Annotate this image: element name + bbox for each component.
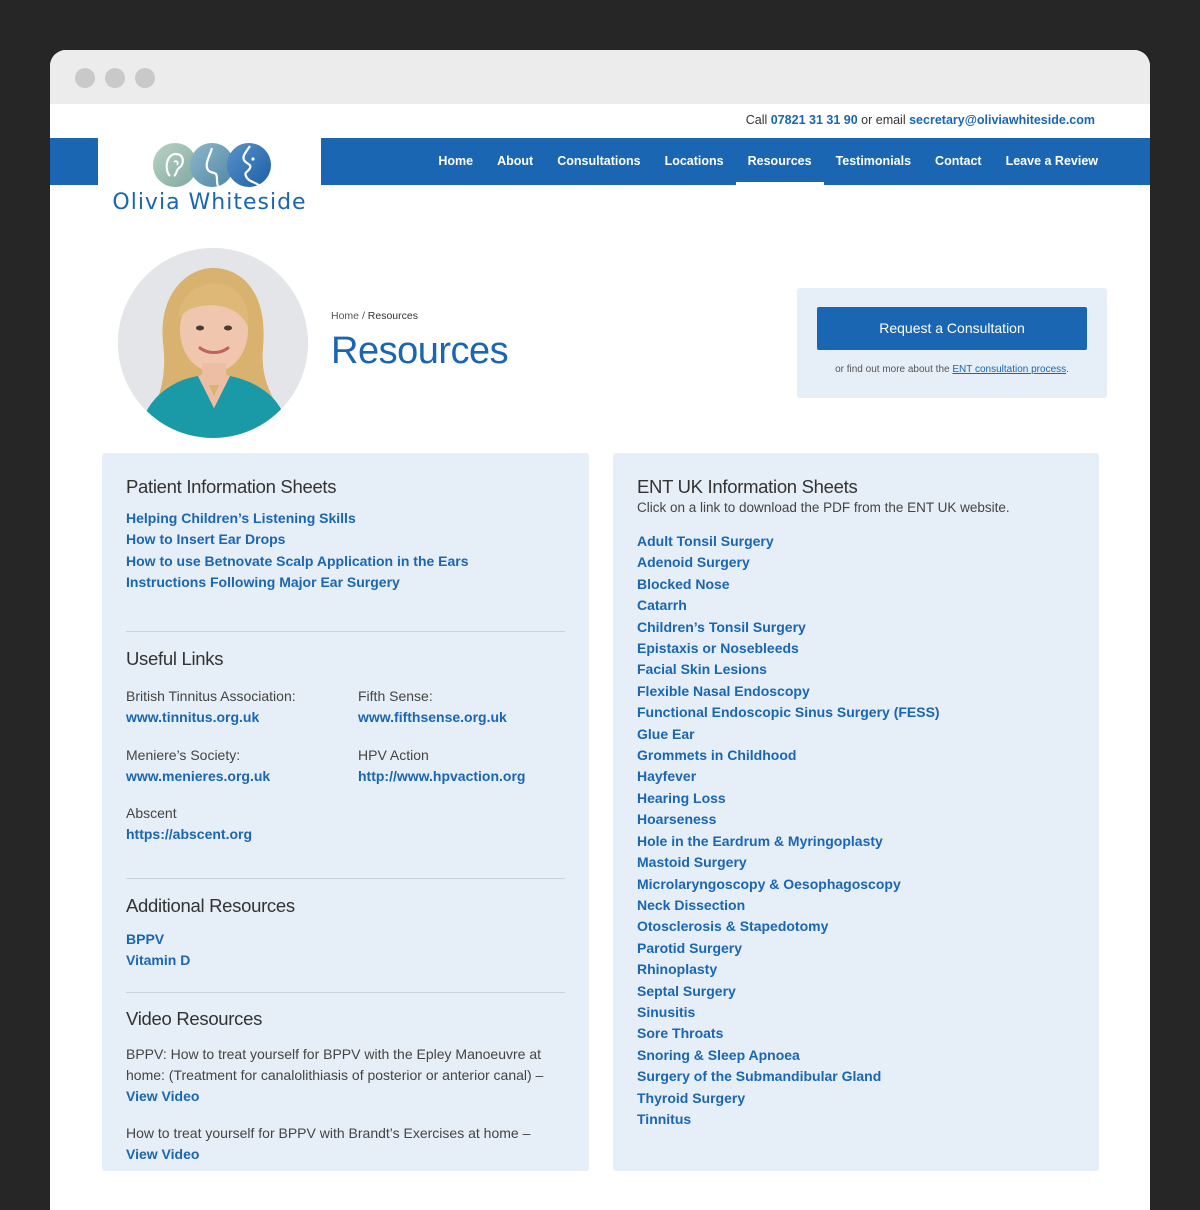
- useful-link-item: [126, 686, 296, 728]
- section-divider: [126, 631, 565, 632]
- site-logo[interactable]: [98, 138, 321, 228]
- portrait-image: [118, 248, 308, 438]
- patient-sheet-link[interactable]: How to use Betnovate Scalp Application in the Ears: [126, 552, 469, 569]
- nav-item-testimonials[interactable]: Testimonials: [835, 154, 912, 168]
- useful-link-url[interactable]: www.menieres.org.uk: [126, 768, 271, 784]
- email-label: or email: [861, 113, 906, 127]
- additional-resource-link[interactable]: Vitamin D: [126, 952, 191, 969]
- nav-item-home[interactable]: Home: [438, 154, 474, 168]
- page-title: Resources: [331, 330, 509, 372]
- additional-resources-section: [126, 895, 565, 972]
- ent-uk-sheet-link[interactable]: Parotid Surgery: [637, 939, 743, 956]
- ent-uk-sheet-link[interactable]: Facial Skin Lesions: [637, 661, 767, 678]
- useful-link-item: [126, 745, 270, 787]
- video-resources-section: [126, 1008, 565, 1165]
- ent-uk-sheet-link[interactable]: Sore Throats: [637, 1025, 724, 1042]
- ent-uk-sheet-link[interactable]: Snoring & Sleep Apnoea: [637, 1046, 800, 1063]
- patient-sheets-title: Patient Information Sheets: [126, 476, 337, 497]
- window-maximize-dot[interactable]: [135, 68, 155, 88]
- useful-link-label: Abscent: [126, 805, 177, 821]
- video-description: BPPV: How to treat yourself for BPPV with the Epley Manoeuvre at home: (Treatment for canalolithiasis of posterior or anterior canal) –: [126, 1046, 544, 1083]
- useful-link-label: HPV Action: [358, 747, 429, 763]
- ent-uk-sheet-link[interactable]: Hoarseness: [637, 811, 717, 828]
- window-close-dot[interactable]: [75, 68, 95, 88]
- window-minimize-dot[interactable]: [105, 68, 125, 88]
- breadcrumb-current: Resources: [367, 310, 418, 322]
- ent-uk-sheet-link[interactable]: Blocked Nose: [637, 575, 730, 592]
- useful-link-url[interactable]: www.fifthsense.org.uk: [358, 709, 507, 725]
- ent-uk-sheet-link[interactable]: Children’s Tonsil Surgery: [637, 618, 806, 635]
- ent-uk-sheet-link[interactable]: Adult Tonsil Surgery: [637, 533, 774, 549]
- nav-item-resources[interactable]: Resources: [736, 138, 824, 185]
- additional-resource-link[interactable]: BPPV: [126, 931, 165, 947]
- ent-uk-sheet-link[interactable]: Epistaxis or Nosebleeds: [637, 640, 799, 657]
- nav-item-consultations[interactable]: Consultations: [557, 154, 641, 168]
- contact-info: [746, 113, 1095, 127]
- patient-sheet-link[interactable]: How to Insert Ear Drops: [126, 531, 286, 548]
- ent-uk-sheet-link[interactable]: Neck Dissection: [637, 896, 746, 913]
- patient-sheets-list: [126, 508, 565, 594]
- video-resources-title: Video Resources: [126, 1008, 263, 1029]
- section-divider: [126, 992, 565, 993]
- ent-uk-link-list: [637, 531, 1075, 1130]
- useful-link-label: Meniere’s Society:: [126, 747, 241, 763]
- patient-sheets-section: [126, 476, 565, 594]
- ent-uk-sheet-link[interactable]: Mastoid Surgery: [637, 854, 747, 871]
- useful-link-url[interactable]: www.tinnitus.org.uk: [126, 709, 260, 725]
- nav-list: [426, 138, 1110, 185]
- call-label: Call: [745, 113, 768, 127]
- video-item: [126, 1044, 565, 1107]
- useful-link-item: [126, 803, 252, 845]
- section-divider: [126, 878, 565, 879]
- nav-item-leave-review[interactable]: Leave a Review: [1005, 154, 1098, 168]
- request-consultation-button[interactable]: Request a Consultation: [817, 307, 1087, 350]
- cta-note-suffix: .: [1066, 364, 1069, 375]
- nav-item-contact[interactable]: Contact: [935, 154, 982, 168]
- breadcrumb-home[interactable]: Home: [331, 310, 360, 322]
- ent-uk-sheet-link[interactable]: Hole in the Eardrum & Myringoplasty: [637, 832, 883, 849]
- useful-link-item: [358, 686, 507, 728]
- browser-window: [50, 50, 1150, 1210]
- nav-item-about[interactable]: About: [497, 154, 534, 168]
- cta-note: [797, 364, 1107, 375]
- consultation-cta: [797, 288, 1107, 398]
- view-video-link[interactable]: View Video: [126, 1088, 200, 1104]
- breadcrumb: [331, 310, 418, 322]
- logo-ear-nose-throat-icon: [152, 142, 272, 188]
- useful-link-item: [358, 745, 525, 787]
- ent-uk-section: [637, 476, 1075, 1130]
- video-description: How to treat yourself for BPPV with Brandt’s Exercises at home –: [126, 1125, 531, 1141]
- ent-uk-sheet-link[interactable]: Functional Endoscopic Sinus Surgery (FESS): [637, 704, 940, 721]
- view-video-link[interactable]: View Video: [126, 1146, 200, 1162]
- left-resources-panel: [102, 453, 589, 1171]
- ent-uk-sheet-link[interactable]: Adenoid Surgery: [637, 554, 750, 571]
- useful-links-section: [126, 648, 565, 848]
- video-item: [126, 1123, 565, 1165]
- phone-link[interactable]: 07821 31 31 90: [770, 113, 858, 127]
- ent-uk-sheet-link[interactable]: Surgery of the Submandibular Gland: [637, 1068, 882, 1085]
- ent-consultation-process-link[interactable]: ENT consultation process: [952, 364, 1067, 375]
- ent-uk-sheet-link[interactable]: Catarrh: [637, 597, 687, 614]
- ent-uk-sheet-link[interactable]: Rhinoplasty: [637, 961, 718, 978]
- useful-links-title: Useful Links: [126, 648, 224, 669]
- logo-text: Olivia Whiteside: [112, 190, 307, 215]
- ent-uk-sheet-link[interactable]: Otosclerosis & Stapedotomy: [637, 918, 829, 935]
- useful-link-label: British Tinnitus Association:: [126, 688, 296, 704]
- ent-uk-sheet-link[interactable]: Hearing Loss: [637, 789, 726, 806]
- ent-uk-subtitle: Click on a link to download the PDF from the ENT UK website.: [637, 500, 1010, 515]
- nav-item-locations[interactable]: Locations: [664, 154, 724, 168]
- ent-uk-sheet-link[interactable]: Hayfever: [637, 768, 697, 785]
- breadcrumb-separator: /: [361, 310, 365, 322]
- ent-uk-title: ENT UK Information Sheets: [637, 476, 858, 497]
- ent-uk-sheet-link[interactable]: Grommets in Childhood: [637, 747, 797, 764]
- ent-uk-sheet-link[interactable]: Flexible Nasal Endoscopy: [637, 682, 810, 699]
- ent-uk-sheet-link[interactable]: Glue Ear: [637, 725, 695, 742]
- contact-bar: [50, 104, 1150, 138]
- ent-uk-sheet-link[interactable]: Sinusitis: [637, 1003, 696, 1020]
- cta-note-prefix: or find out more about the: [835, 364, 950, 375]
- patient-sheet-link[interactable]: Helping Children’s Listening Skills: [126, 510, 356, 526]
- ent-uk-sheet-link[interactable]: Septal Surgery: [637, 982, 736, 999]
- additional-resources-list: [126, 929, 565, 972]
- useful-link-url[interactable]: http://www.hpvaction.org: [358, 768, 526, 784]
- ent-uk-sheet-link[interactable]: Microlaryngoscopy & Oesophagoscopy: [637, 875, 901, 892]
- ent-uk-sheet-link[interactable]: Tinnitus: [637, 1110, 692, 1127]
- email-link[interactable]: secretary@oliviawhiteside.com: [909, 113, 1095, 127]
- patient-sheet-link[interactable]: Instructions Following Major Ear Surgery: [126, 574, 400, 591]
- ent-uk-panel: [613, 453, 1099, 1171]
- browser-titlebar: [50, 50, 1150, 104]
- ent-uk-sheet-link[interactable]: Thyroid Surgery: [637, 1089, 746, 1106]
- useful-link-url[interactable]: https://abscent.org: [126, 826, 253, 842]
- useful-link-label: Fifth Sense:: [358, 688, 433, 704]
- additional-resources-title: Additional Resources: [126, 895, 295, 916]
- doctor-portrait: [118, 248, 308, 438]
